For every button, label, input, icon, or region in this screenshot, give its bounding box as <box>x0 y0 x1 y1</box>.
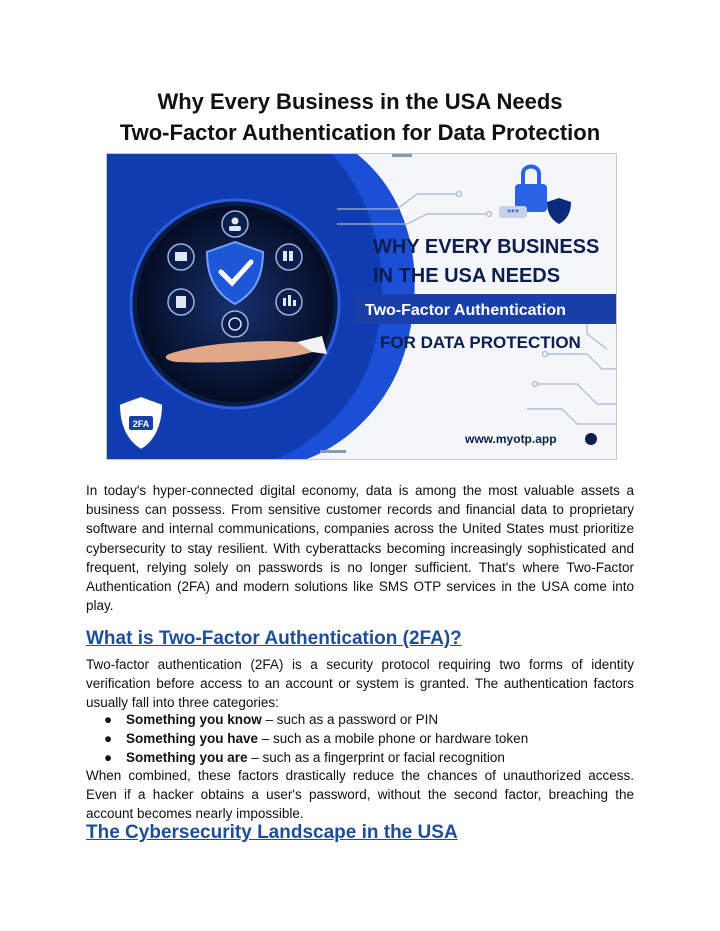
banner-ribbon-text: Two-Factor Authentication <box>365 302 566 319</box>
bullet-icon: ● <box>104 731 113 747</box>
auth-factors-list <box>86 710 634 768</box>
password-dots: *** <box>507 208 519 219</box>
title-line-2: Two-Factor Authentication for Data Protection <box>119 120 601 145</box>
hero-banner-image <box>106 153 617 460</box>
banner-headline-line-3: FOR DATA PROTECTION <box>380 333 581 352</box>
list-item-strong: Something you are <box>126 750 248 766</box>
banner-illustration <box>107 154 616 459</box>
list-item <box>86 748 634 767</box>
list-item <box>86 710 634 729</box>
chart-icon <box>283 298 286 306</box>
mail-icon <box>175 252 187 261</box>
section-heading-what-is-2fa[interactable]: What is Two-Factor Authentication (2FA)? <box>86 628 462 649</box>
list-item-text: – such as a mobile phone or hardware token <box>258 731 529 747</box>
database-icon <box>283 251 287 261</box>
list-item-strong: Something you know <box>126 712 262 727</box>
document-icon <box>176 296 186 308</box>
document-title <box>0 86 720 148</box>
list-item-text: – such as a fingerprint or facial recognition <box>247 750 505 766</box>
globe-small-icon <box>585 433 597 445</box>
bullet-icon: ● <box>104 750 113 766</box>
section1-after-paragraph: When combined, these factors drastically reduce the chances of unauthorized access. Even if a hacker obtains a user's password, without the second factor, breaching the account becomes nearly impossible. <box>86 768 634 822</box>
section-heading-cybersecurity-landscape[interactable]: The Cybersecurity Landscape in the USA <box>86 822 458 843</box>
section1-paragraph: Two-factor authentication (2FA) is a security protocol requiring two forms of identity verification before access to an account or system is granted. The authentication factors usually fall into three categories: <box>86 657 634 711</box>
banner-url: www.myotp.app <box>465 432 557 446</box>
user-icon <box>232 218 239 225</box>
banner-headline-line-1: WHY EVERY BUSINESS <box>373 236 600 258</box>
title-line-1: Why Every Business in the USA Needs <box>157 89 563 114</box>
banner-headline-line-2: IN THE USA NEEDS <box>373 265 561 287</box>
list-item-text: – such as a password or PIN <box>261 712 439 727</box>
list-item <box>86 729 634 748</box>
intro-paragraph: In today's hyper-connected digital economy, data is among the most valuable assets a business can possess. From sensitive customer records and financial data to proprietary software and internal communications, companies across the United States must prioritize cybersecurity to stay resilient. With cyberattacks becoming increasingly sophisticated and frequent, relying solely on passwords is no longer sufficient. That's where Two-Factor Authentication (2FA) and modern solutions like SMS OTP services in the USA come into play. <box>86 483 634 614</box>
badge-label: 2FA <box>132 419 150 429</box>
list-item-strong: Something you have <box>126 731 259 747</box>
bullet-icon: ● <box>104 712 113 727</box>
